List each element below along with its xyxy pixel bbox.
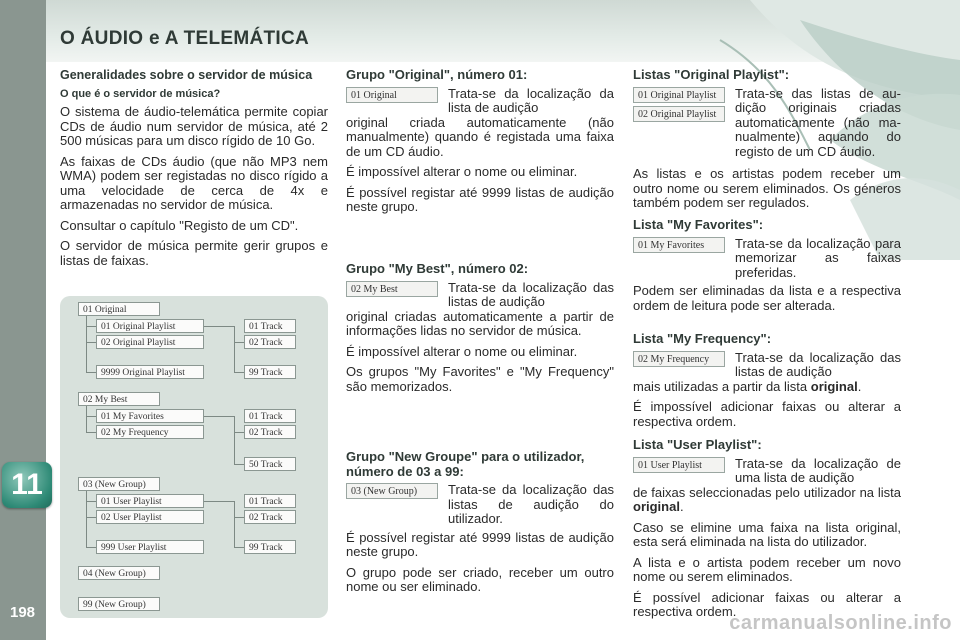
tree-track-node: 99 Track [244, 365, 296, 379]
middle-column [346, 68, 614, 221]
paragraph: É possível registar até 9999 listas de audição neste grupo. [346, 529, 614, 559]
userpl-thumb: 01 User Playlist [633, 457, 725, 473]
origpl-thumb: 01 Original Playlist [633, 87, 725, 103]
tree-list-node: 02 My Frequency [96, 425, 204, 439]
paragraph: A lista e o artista podem receber um novo nome ou serem eliminados. [633, 554, 901, 584]
newgroup-thumb: 03 (New Group) [346, 483, 438, 499]
tree-track-node: 01 Track [244, 494, 296, 508]
tree-list-node: 01 My Favorites [96, 409, 204, 423]
middle-column-newgroup [346, 450, 614, 601]
paragraph: Consultar o capítulo "Registo de um CD". [60, 217, 299, 233]
user-playlist-heading: Lista "User Playlist": [633, 437, 762, 452]
tree-list-node: 01 Original Playlist [96, 319, 204, 333]
middle-column-mybest [346, 262, 614, 400]
paragraph: Os grupos "My Favorites" e "My Frequency" são memorizados. [346, 364, 614, 394]
paragraph: Trata-se da localização das listas de audição do utilizador. [448, 482, 614, 526]
my-frequency-heading: Lista "My Frequency": [633, 331, 772, 346]
mybest-thumb: 02 My Best [346, 281, 438, 297]
tree-list-node: 9999 Original Playlist [96, 365, 204, 379]
origpl-thumb: 02 Original Playlist [633, 106, 725, 122]
paragraph: As listas e os artistas podem receber um outro nome ou serem eliminados. Os géneros também podem ser regulados. [633, 166, 901, 210]
paragraph: original criadas automaticamente a partir de informações lidas no servidor de música. [346, 308, 614, 338]
tree-group-node: 02 My Best [78, 392, 160, 406]
paragraph: É impossível alterar o nome ou eliminar. [346, 164, 578, 179]
paragraph: Trata-se da localização para memorizar as faixas preferidas. [735, 235, 901, 280]
paragraph: É impossível adicionar faixas ou alterar a respectiva ordem. [633, 399, 901, 429]
myfreq-thumb: 02 My Frequency [633, 351, 725, 367]
paragraph: Podem ser eliminadas da lista e a respectiva ordem de leitura pode ser alterada. [633, 283, 901, 313]
paragraph: O grupo pode ser criado, receber um outro nome ou ser eliminado. [346, 564, 614, 594]
page-title: O ÁUDIO e A TELEMÁTICA [60, 28, 310, 49]
tree-list-node: 999 User Playlist [96, 540, 204, 554]
paragraph: O servidor de música permite gerir grupos e listas de faixas. [60, 238, 328, 268]
music-server-tree-diagram [60, 296, 328, 618]
tree-track-node: 01 Track [244, 319, 296, 333]
tree-group-node: 99 (New Group) [78, 597, 160, 611]
tree-group-node: 04 (New Group) [78, 566, 160, 580]
tree-track-node: 01 Track [244, 409, 296, 423]
my-favorites-heading: Lista "My Favorites": [633, 217, 764, 232]
tree-group-node: 01 Original [78, 302, 160, 316]
left-column [60, 68, 328, 274]
tree-list-node: 01 User Playlist [96, 494, 204, 508]
tree-track-node: 02 Track [244, 335, 296, 349]
original-playlist-heading: Listas "Original Playlist": [633, 67, 790, 82]
right-column-myfreq [633, 332, 901, 435]
paragraph: Caso se elimine uma faixa na lista original, esta será eliminada na lista do utilizador. [633, 519, 901, 549]
tree-track-node: 99 Track [244, 540, 296, 554]
right-column-myfav [633, 218, 901, 319]
paragraph: É impossível alterar o nome ou eliminar. [346, 343, 578, 359]
group-original-heading: Grupo "Original", número 01: [346, 67, 528, 82]
paragraph: É possível adicionar faixas ou alterar a respectiva ordem. [633, 589, 901, 619]
paragraph: mais utilizadas a partir da lista original. [633, 378, 862, 394]
myfav-thumb: 01 My Favorites [633, 237, 725, 253]
paragraph: As faixas de CDs áudio (que não MP3 nem WMA) podem ser registadas no disco rígido a uma velocidade de cerca de 4x e armazenadas no servidor de música. [60, 153, 328, 212]
paragraph: Trata-se da localização de uma lista de audição [735, 455, 901, 485]
watermark: carmanualsonline.info [729, 612, 952, 634]
original-thumb: 01 Original [346, 87, 438, 103]
paragraph: Trata-se da localização das listas de audição [448, 279, 614, 309]
group-newgroup-heading: Grupo "New Groupe" para o utilizador, número de 03 a 99: [346, 449, 585, 479]
tree-track-node: 50 Track [244, 457, 296, 471]
tree-list-node: 02 Original Playlist [96, 335, 204, 349]
right-column-userpl [633, 438, 901, 626]
paragraph: Trata-se da localização das listas de audição [735, 349, 901, 379]
paragraph: Trata-se das listas de audição originais criadas automaticamente (não manualmente) aquando do registo de um CD áudio. [735, 85, 901, 159]
tree-list-node: 02 User Playlist [96, 510, 204, 524]
paragraph: Trata-se da localização da lista de audição [448, 85, 614, 115]
paragraph: original criada automaticamente (não manualmente) quando é registada uma faixa de um CD áudio. [346, 114, 614, 159]
tree-track-node: 02 Track [244, 510, 296, 524]
chapter-tab[interactable]: 11 [2, 462, 52, 508]
group-mybest-heading: Grupo "My Best", número 02: [346, 261, 529, 276]
side-strip [0, 0, 46, 640]
right-column-origpl [633, 68, 901, 217]
section-subheading: O que é o servidor de música? [60, 87, 221, 100]
paragraph: de faixas seleccionadas pelo utilizador na lista original. [633, 484, 901, 514]
section-heading: Generalidades sobre o servidor de música [60, 68, 313, 82]
tree-group-node: 03 (New Group) [78, 477, 160, 491]
tree-track-node: 02 Track [244, 425, 296, 439]
page-number: 198 [10, 604, 36, 621]
paragraph: É possível registar até 9999 listas de audição neste grupo. [346, 184, 614, 214]
paragraph: O sistema de áudio-telemática permite copiar CDs de áudio num servidor de música, até 2 500 músicas para um disco rígido de 10 Go. [60, 104, 328, 148]
